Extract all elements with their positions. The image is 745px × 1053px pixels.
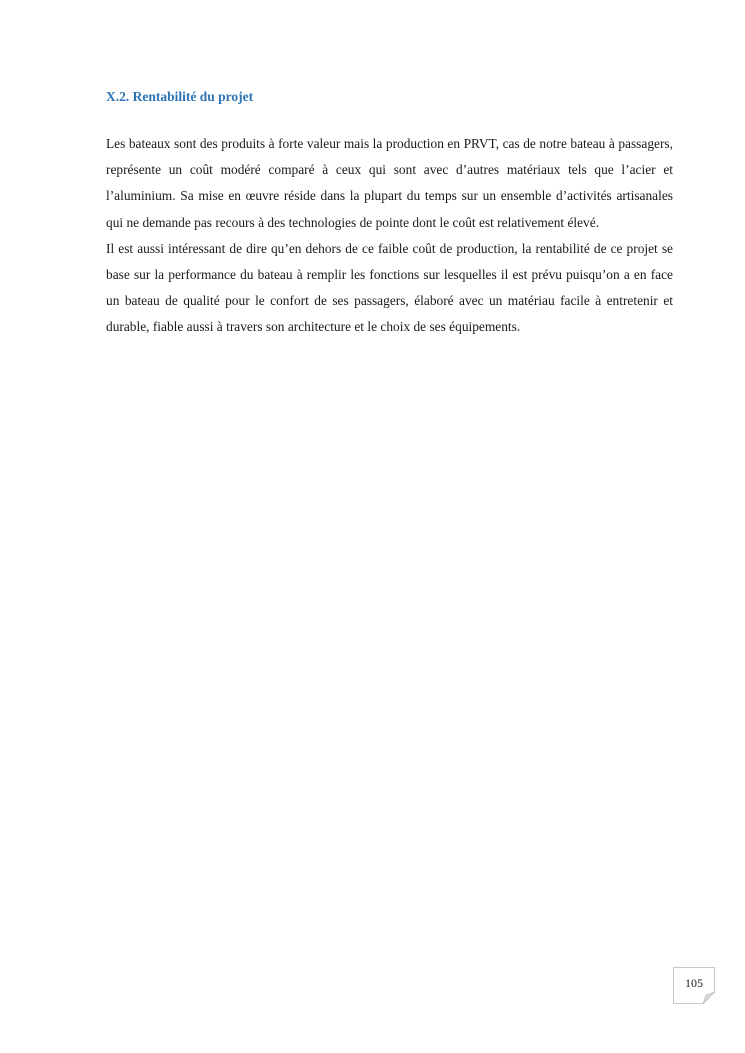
page-curl-icon: [703, 992, 715, 1004]
paragraph-1: Les bateaux sont des produits à forte valeur mais la production en PRVT, cas de notre bateau à passagers, représente un coût modéré comparé à ceux qui sont avec d’autres matériaux tels que l’acier et l’aluminium. Sa mise en œuvre réside dans la plupart du temps sur un ensemble d’activités artisanales qui ne demande pas recours à des technologies de pointe dont le coût est relativement élevé.: [106, 136, 673, 230]
paragraph-2: Il est aussi intéressant de dire qu’en dehors de ce faible coût de production, la rentabilité de ce projet se base sur la performance du bateau à remplir les fonctions sur lesquelles il est prévu puisqu’on a en face un bateau de qualité pour le confort de ses passagers, élaboré avec un matériau facile à entretenir et durable, fiable aussi à travers son architecture et le choix de ses équipements.: [106, 240, 673, 335]
body-text: [106, 131, 673, 341]
page-number-box: [673, 967, 715, 1004]
page-number: 105: [685, 976, 703, 990]
section-title: X.2. Rentabilité du projet: [106, 89, 254, 104]
